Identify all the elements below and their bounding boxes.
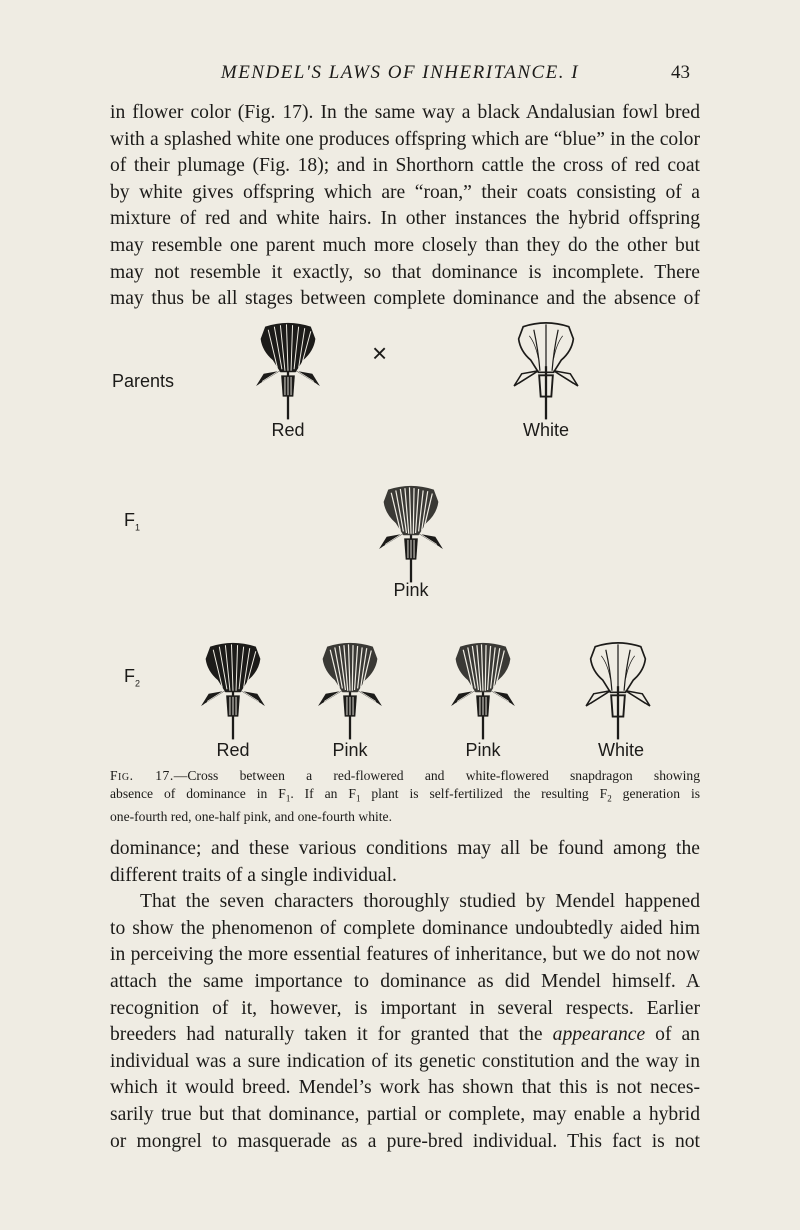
caption-text: —Cross between a red-flowered and white-flowered snapdragon showing (173, 768, 700, 783)
paragraph-line: individual was a sure indication of its genetic constitution and the way in (110, 1050, 700, 1072)
running-title: MENDEL'S LAWS OF INHERITANCE. I (220, 62, 580, 83)
paragraph-line: mixture of red and white hairs. In other instances the hybrid offspring (110, 208, 700, 230)
emphasis-text: appearance (552, 1024, 646, 1046)
paragraph-line: or mongrel to masquerade as a pure-bred individual. This fact is not (110, 1130, 700, 1152)
caption-line: one-fourth red, one-half pink, and one-fourth white. (110, 808, 392, 824)
f1-pink-label: Pink (393, 580, 429, 600)
paragraph-2 (110, 836, 700, 1155)
row-label-f1 (124, 510, 140, 533)
parent-white-label: White (522, 420, 569, 440)
caption-line (110, 767, 700, 785)
paragraph-line: with a splashed white one produces offspring which are “blue” in the color (110, 128, 700, 150)
caption-text: . If an F (290, 785, 356, 801)
paragraph-text: of an (645, 1024, 700, 1046)
figure-17-snapdragon-cross (110, 318, 700, 763)
parent-white-flower-icon (508, 320, 584, 420)
paragraph-line: to show the phenomenon of complete dominance undoubtedly aided him (110, 917, 700, 939)
paragraph-1 (110, 100, 700, 313)
paragraph-line: That the seven characters thoroughly studied by Mendel happened (140, 891, 700, 913)
f2-pink-label: Pink (332, 740, 368, 760)
f2-letter: F (124, 666, 135, 686)
f2-red-flower-icon (195, 636, 271, 744)
paragraph-line: in perceiving the more essential features of inheritance, but we do not now (110, 944, 700, 966)
page-number: 43 (671, 62, 690, 83)
paragraph-line: recognition of it, however, is important in several respects. Earlier (110, 997, 700, 1019)
paragraph-line: may resemble one parent much more closely than they do the other but (110, 234, 700, 256)
f2-pink-label: Pink (465, 740, 501, 760)
figure-caption (110, 767, 700, 825)
paragraph-line: may thus be all stages between complete dominance and the absence of (110, 288, 700, 310)
paragraph-line: dominance; and these various conditions may all be found among the (110, 838, 700, 859)
f2-white-label: White (597, 740, 644, 760)
paragraph-line: may not resemble it exactly, so that dominance is incomplete. There (110, 261, 700, 283)
f1-subscript: 1 (135, 522, 141, 533)
cross-symbol: × (372, 338, 388, 368)
f2-subscript: 2 (135, 678, 141, 689)
caption-text: absence of dominance in F (110, 785, 286, 801)
caption-line (110, 785, 700, 808)
caption-fig-label: Fig. 17. (110, 768, 174, 783)
paragraph-line: in flower color (Fig. 17). In the same way a black Andalusian fowl bred (110, 102, 700, 123)
caption-subscript: 1 (285, 793, 291, 804)
row-label-parents: Parents (112, 371, 175, 391)
f2-pink-flower-icon (312, 636, 388, 744)
f2-red-label: Red (216, 740, 250, 760)
paragraph-line: different traits of a single individual. (110, 864, 397, 886)
row-label-f2 (124, 666, 140, 689)
paragraph-line (110, 1022, 700, 1049)
f2-pink-flower-icon (445, 636, 521, 744)
paragraph-line: which it would breed. Mendel’s work has shown that this is not neces- (110, 1077, 700, 1099)
paragraph-line: of their plumage (Fig. 18); and in Shorthorn cattle the cross of red coat (110, 155, 700, 177)
f1-pink-flower-icon (373, 478, 449, 588)
paragraph-line: attach the same importance to dominance as did Mendel himself. A (110, 970, 700, 992)
parent-red-label: Red (271, 420, 305, 440)
running-head (0, 62, 800, 90)
caption-text: generation is (611, 785, 701, 801)
paragraph-line: by white gives offspring which are “roan,” their coats consisting of a (110, 181, 700, 203)
parent-red-flower-icon (250, 320, 326, 420)
paragraph-line: sarily true but that dominance, partial or complete, may enable a hybrid (110, 1103, 700, 1125)
f2-white-flower-icon (580, 636, 656, 744)
caption-subscript: 1 (355, 793, 361, 804)
f1-letter: F (124, 510, 135, 530)
caption-text: plant is self-fertilized the resulting F (360, 785, 608, 801)
paragraph-text: breeders had naturally taken it for granted that the (110, 1024, 553, 1046)
caption-subscript: 2 (607, 793, 612, 804)
